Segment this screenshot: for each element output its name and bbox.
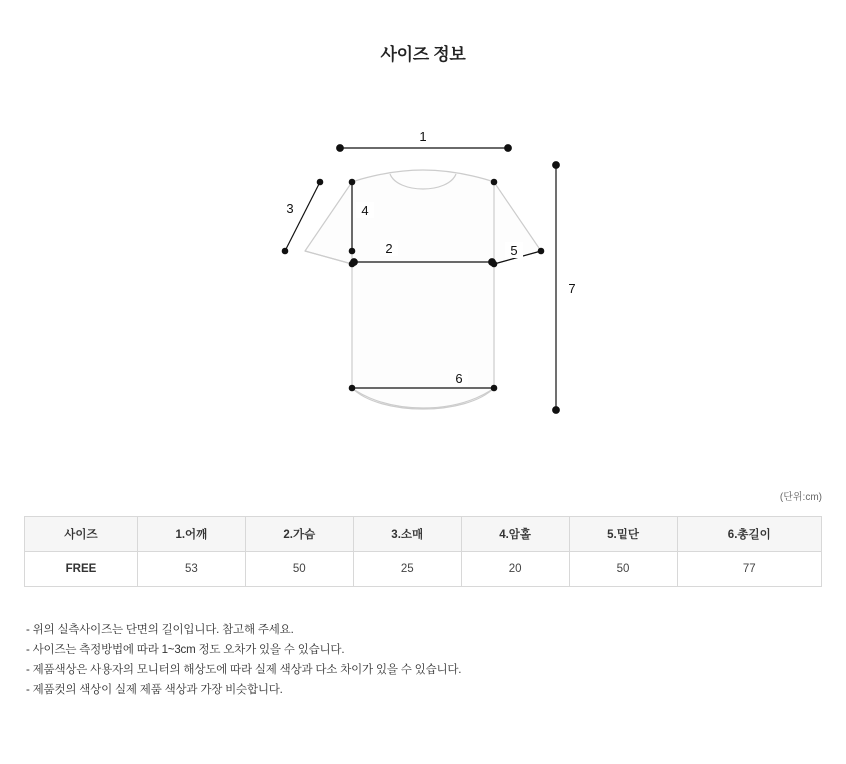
- table-header-cell: 2.가슴: [245, 517, 353, 552]
- note-item: - 제품색상은 사용자의 모니터의 해상도에 따라 실제 색상과 다소 차이가 있을 수 있습니다.: [26, 664, 462, 676]
- table-header-cell: 6.총길이: [677, 517, 821, 552]
- note-item: - 사이즈는 측정방법에 따라 1~3cm 정도 오차가 있을 수 있습니다.: [26, 644, 345, 656]
- size-table: [24, 516, 822, 587]
- diagram-label-3: 3: [286, 201, 294, 216]
- notes-list: [26, 620, 726, 700]
- table-header-cell: 4.암홀: [461, 517, 569, 552]
- table-cell: 53: [137, 552, 245, 587]
- table-header-cell: 3.소매: [353, 517, 461, 552]
- table-cell: 50: [569, 552, 677, 587]
- diagram-label-4: 4: [361, 203, 369, 218]
- table-header-row: [25, 517, 822, 552]
- table-cell: FREE: [25, 552, 138, 587]
- table-header-cell: 1.어깨: [137, 517, 245, 552]
- diagram-label-6: 6: [455, 371, 463, 386]
- table-cell: 77: [677, 552, 821, 587]
- diagram-label-7: 7: [568, 281, 576, 296]
- unit-note: (단위:cm): [779, 492, 822, 503]
- table-cell: 20: [461, 552, 569, 587]
- table-header-cell: 사이즈: [25, 517, 138, 552]
- table-cell: 25: [353, 552, 461, 587]
- diagram-label-2: 2: [385, 241, 393, 256]
- note-item: - 위의 실측사이즈는 단면의 길이입니다. 참고해 주세요.: [26, 624, 294, 636]
- diagram-label-1: 1: [419, 129, 427, 144]
- table-cell: 50: [245, 552, 353, 587]
- page-title: 사이즈 정보: [380, 45, 466, 64]
- garment-measurement-diagram: [0, 110, 846, 460]
- table-row: [25, 552, 822, 587]
- note-item: - 제품컷의 색상이 실제 제품 색상과 가장 비슷합니다.: [26, 684, 283, 696]
- table-header-cell: 5.밑단: [569, 517, 677, 552]
- diagram-label-5: 5: [510, 243, 518, 258]
